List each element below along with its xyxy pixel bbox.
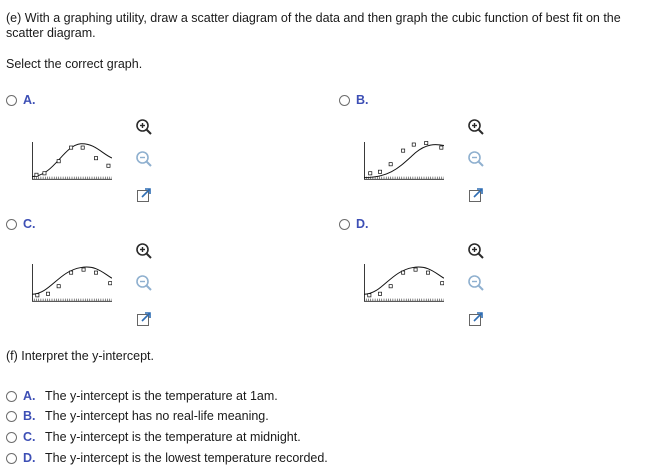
data-point	[70, 146, 73, 149]
part-e-question	[6, 11, 621, 41]
option-d-label: D.	[356, 217, 369, 231]
answer-d-radio[interactable]	[6, 453, 17, 464]
option-b-popout-icon[interactable]	[468, 187, 484, 206]
data-point	[389, 285, 392, 288]
answer-b-letter: B.	[23, 409, 36, 423]
option-a-zoom-in-icon[interactable]	[135, 118, 153, 139]
answer-b-radio[interactable]	[6, 411, 17, 422]
data-point	[402, 149, 405, 152]
answer-c-radio[interactable]	[6, 432, 17, 443]
answer-d-text: The y-intercept is the lowest temperature recorded.	[45, 451, 328, 465]
data-point	[57, 285, 60, 288]
data-point	[57, 160, 60, 163]
option-c-radio[interactable]	[6, 219, 17, 230]
answer-a-radio[interactable]	[6, 391, 17, 402]
data-point	[81, 146, 84, 149]
data-point	[109, 282, 112, 285]
option-c-zoom-out-icon[interactable]	[135, 274, 153, 295]
data-point	[389, 163, 392, 166]
data-point	[94, 157, 97, 160]
answer-a[interactable]	[6, 387, 278, 405]
data-point	[378, 170, 381, 173]
data-point	[426, 271, 429, 274]
answer-b-text: The y-intercept has no real-life meaning.	[45, 409, 269, 423]
option-b-label: B.	[356, 93, 369, 107]
answer-a-letter: A.	[23, 389, 36, 403]
data-point	[368, 294, 371, 297]
option-c-graph	[32, 252, 112, 308]
data-point	[414, 268, 417, 271]
data-point	[43, 172, 46, 175]
answer-d[interactable]	[6, 449, 328, 467]
option-c-label: C.	[23, 217, 36, 231]
answer-a-text: The y-intercept is the temperature at 1am.	[45, 389, 278, 403]
data-point	[378, 292, 381, 295]
data-point	[94, 271, 97, 274]
data-point	[82, 268, 85, 271]
data-point	[440, 146, 443, 149]
part-f-question: (f) Interpret the y-intercept.	[6, 349, 154, 363]
option-a-label: A.	[23, 93, 36, 107]
option-c-popout-icon[interactable]	[136, 311, 152, 330]
data-point	[36, 294, 39, 297]
answer-b[interactable]	[6, 407, 269, 425]
part-e-question-line1: (e) With a graphing utility, draw a scatter diagram of the data and then graph the cubic function of best fit on the	[6, 11, 621, 25]
option-b-zoom-in-icon[interactable]	[467, 118, 485, 139]
option-d-radio[interactable]	[339, 219, 350, 230]
option-b-zoom-out-icon[interactable]	[467, 150, 485, 171]
option-d-zoom-in-icon[interactable]	[467, 242, 485, 263]
option-b-graph	[364, 130, 444, 186]
data-point	[46, 292, 49, 295]
option-a-zoom-out-icon[interactable]	[135, 150, 153, 171]
option-b-radio[interactable]	[339, 95, 350, 106]
answer-c-text: The y-intercept is the temperature at midnight.	[45, 430, 301, 444]
data-point	[70, 271, 73, 274]
part-e-instruction: Select the correct graph.	[6, 57, 143, 71]
data-point	[425, 141, 428, 144]
data-point	[412, 143, 415, 146]
data-point	[107, 164, 110, 167]
answer-d-letter: D.	[23, 451, 36, 465]
data-point	[402, 271, 405, 274]
option-d-zoom-out-icon[interactable]	[467, 274, 485, 295]
answer-c[interactable]	[6, 428, 301, 446]
part-e-question-line2: scatter diagram.	[6, 26, 96, 40]
option-a-popout-icon[interactable]	[136, 187, 152, 206]
data-point	[441, 282, 444, 285]
option-a-radio[interactable]	[6, 95, 17, 106]
option-c-zoom-in-icon[interactable]	[135, 242, 153, 263]
data-point	[369, 172, 372, 175]
option-a-graph	[32, 130, 112, 186]
answer-c-letter: C.	[23, 430, 36, 444]
option-d-popout-icon[interactable]	[468, 311, 484, 330]
option-d-graph	[364, 252, 444, 308]
data-point	[35, 173, 38, 176]
